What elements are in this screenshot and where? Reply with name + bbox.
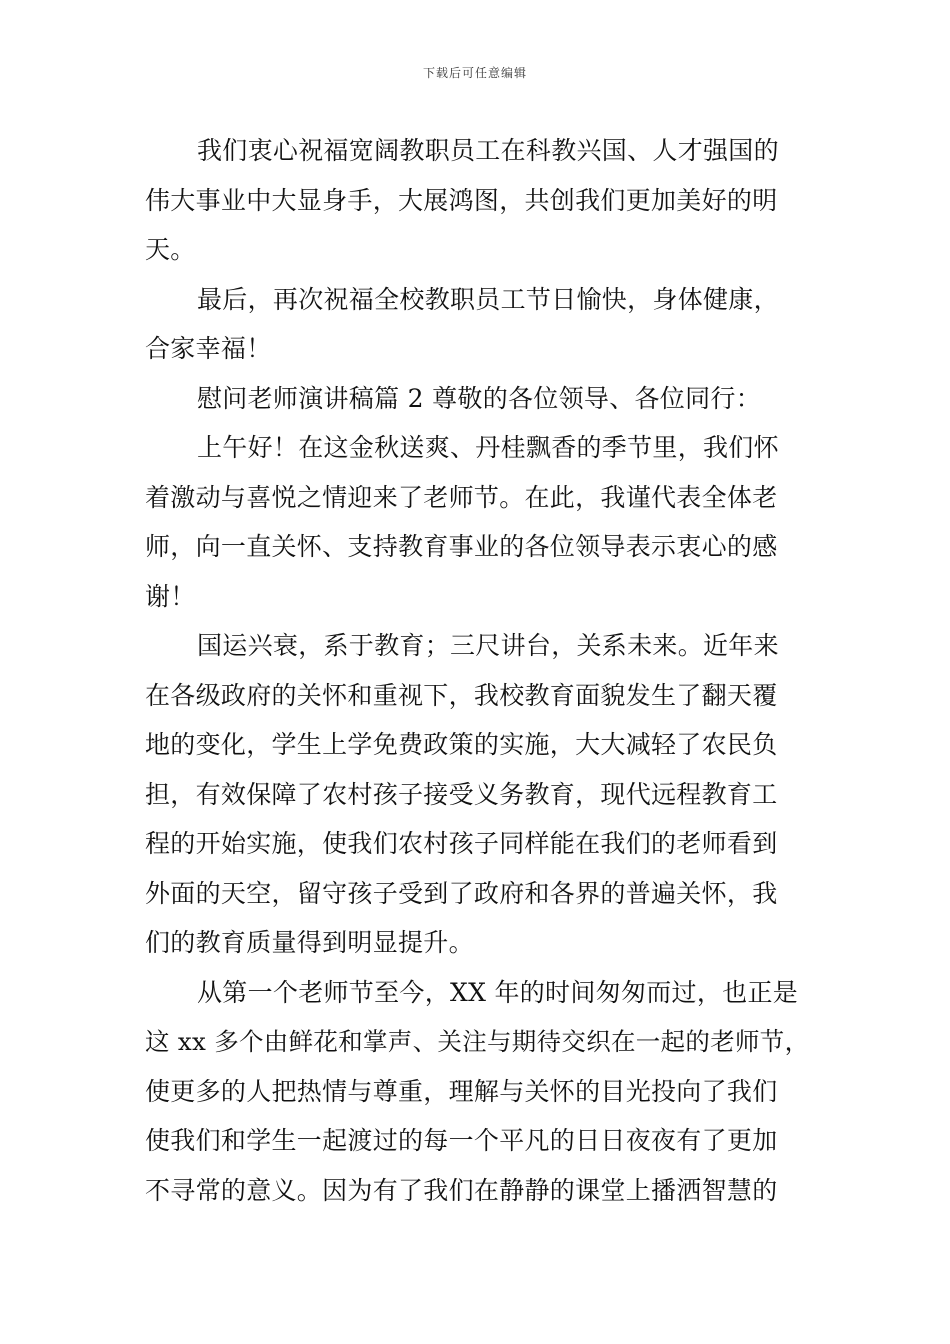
text-line: 谢！ <box>145 581 196 611</box>
text-line: 最后，再次祝福全校教职员工节日愉快，身体健康， <box>197 284 779 314</box>
text-line: 上午好！在这金秋送爽、丹桂飘香的季节里，我们怀 <box>197 433 779 462</box>
text-line: 外面的天空，留守孩子受到了政府和各界的普遍关怀，我 <box>145 878 778 908</box>
text-line: 我们衷心祝福宽阔教职员工在科教兴国、人才强国的 <box>197 136 779 165</box>
page-header: 下载后可任意编辑 <box>422 66 527 80</box>
text-line: 这 xx 多个由鲜花和掌声、关注与期待交织在一起的老师节， <box>145 1027 810 1056</box>
body-text <box>145 126 810 1215</box>
text-line: 们的教育质量得到明显提升。 <box>145 928 474 957</box>
text-line: 从第一个老师节至今，XX 年的时间匆匆而过，也正是 <box>197 977 799 1007</box>
text-line: 程的开始实施，使我们农村孩子同样能在我们的老师看到 <box>145 829 778 858</box>
text-line: 国运兴衰，系于教育；三尺讲台，关系未来。近年来 <box>197 631 779 660</box>
text-line: 使我们和学生一起渡过的每一个平凡的日日夜夜有了更加 <box>145 1126 778 1155</box>
text-line: 地的变化，学生上学免费政策的实施，大大减轻了农民负 <box>145 730 778 759</box>
text-line: 伟大事业中大显身手，大展鸿图，共创我们更加美好的明 <box>145 185 778 215</box>
text-line: 师，向一直关怀、支持教育事业的各位领导表示衷心的感 <box>145 532 778 561</box>
text-line: 着激动与喜悦之情迎来了老师节。在此，我谨代表全体老 <box>145 482 778 512</box>
text-line: 慰问老师演讲稿篇 2 尊敬的各位领导、各位同行： <box>197 383 762 413</box>
text-line: 在各级政府的关怀和重视下，我校教育面貌发生了翻天覆 <box>145 680 778 710</box>
text-line: 担，有效保障了农村孩子接受义务教育，现代远程教育工 <box>145 779 778 809</box>
text-line: 使更多的人把热情与尊重，理解与关怀的目光投向了我们 <box>145 1076 778 1106</box>
text-line: 合家幸福！ <box>145 334 272 363</box>
text-line: 天。 <box>145 235 196 264</box>
text-line: 不寻常的意义。因为有了我们在静静的课堂上播洒智慧的 <box>145 1175 778 1205</box>
